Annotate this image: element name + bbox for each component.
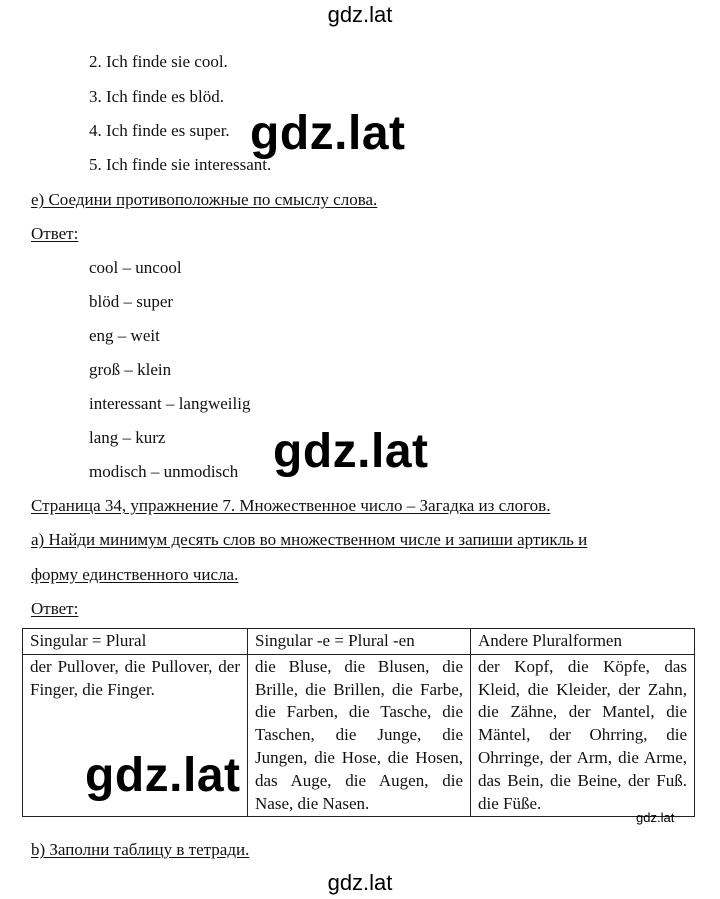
pair-item: interessant – langweilig [89, 394, 251, 413]
task-a-title-line2: форму единственного числа. [31, 565, 239, 584]
watermark-1: gdz.lat [250, 107, 406, 160]
task-a-answer-label: Ответ: [31, 599, 79, 618]
cell-andere-pluralformen: der Kopf, die Köpfe, das Kleid, die Kleider, der Zahn, die Zähne, der Mantel, die Mäntel, der Ohrring, die Ohrringe, der Arm, die Arme, das Bein, die Beine, der Fuß. die Füße. [471, 654, 695, 817]
pair-item: eng – weit [89, 326, 160, 345]
pair-item: modisch – unmodisch [89, 462, 239, 481]
sentence-3: 3. Ich finde es blöd. [89, 87, 225, 106]
cell-singular-e-plural-en: die Bluse, die Blusen, die Brille, die Brillen, die Farbe, die Farben, die Tasche, die Taschen, die Junge, die Jungen, die Hose, die Hosen, das Auge, die Augen, die Nase, die Nasen. [248, 654, 471, 817]
sentence-4: 4. Ich finde es super. [89, 121, 230, 140]
header-andere-pluralformen: Andere Pluralformen [471, 629, 695, 655]
sentence-2: 2. Ich finde sie cool. [89, 52, 228, 71]
task-b-title: b) Заполни таблицу в тетради. [31, 840, 250, 859]
watermark-small: gdz.lat [636, 810, 675, 825]
pair-item: blöd – super [89, 292, 174, 311]
watermark-2: gdz.lat [273, 425, 429, 478]
watermark-top: gdz.lat [327, 2, 393, 27]
header-singular-e-plural-en: Singular -e = Plural -en [248, 629, 471, 655]
header-singular-plural: Singular = Plural [23, 629, 248, 655]
sentence-5: 5. Ich finde sie interessant. [89, 155, 272, 174]
task-e-answer-label: Ответ: [31, 224, 79, 243]
task-e-title: e) Соедини противоположные по смыслу слова. [31, 190, 378, 209]
pair-item: lang – kurz [89, 428, 166, 447]
cell-singular-plural: der Pullover, die Pullover, der Finger, die Finger. [23, 654, 248, 817]
watermark-bottom: gdz.lat [327, 870, 393, 895]
exercise-heading: Страница 34, упражнение 7. Множественное число – Загадка из слогов. [31, 496, 551, 515]
table-header-row [23, 629, 695, 655]
pair-item: cool – uncool [89, 258, 182, 277]
task-a-title-line1: а) Найди минимум десять слов во множественном числе и запиши артикль и [31, 530, 588, 549]
watermark-3: gdz.lat [81, 752, 245, 800]
pair-item: groß – klein [89, 360, 172, 379]
